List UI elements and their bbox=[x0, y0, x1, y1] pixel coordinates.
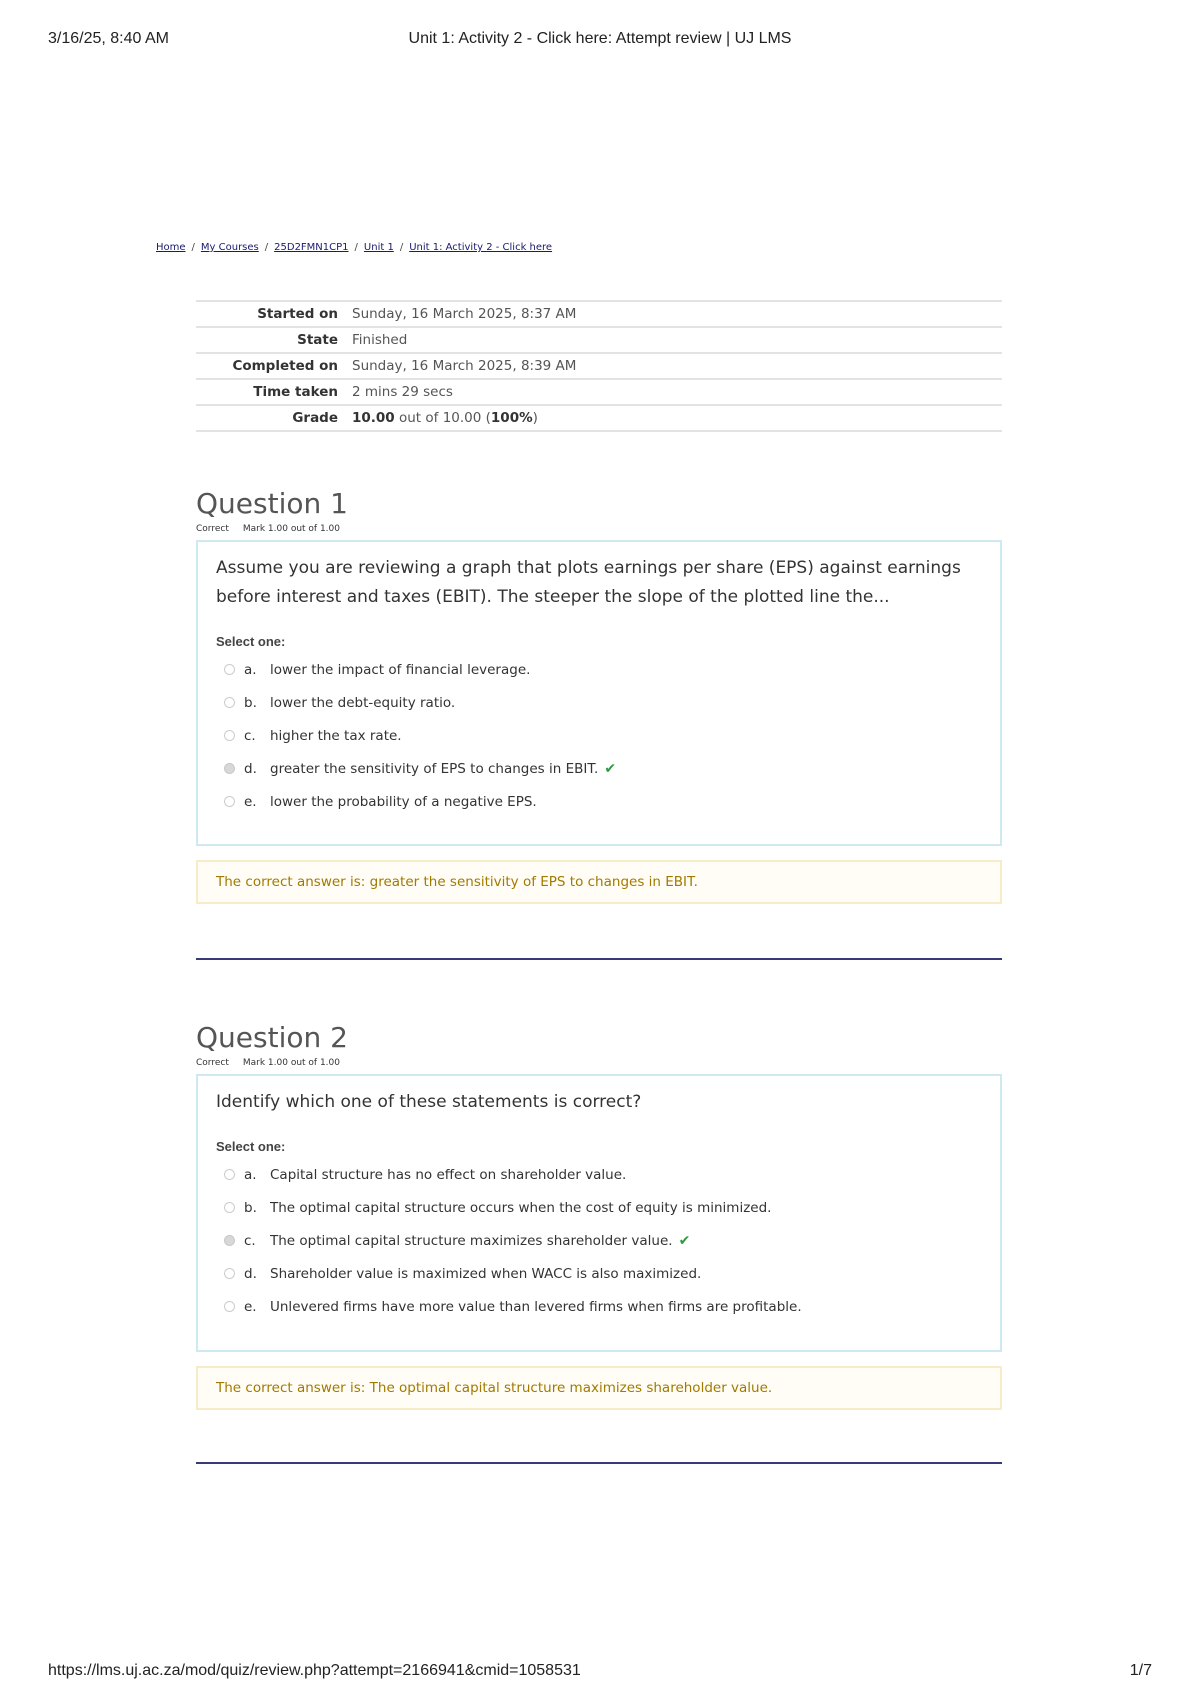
print-datetime: 3/16/25, 8:40 AM bbox=[48, 30, 169, 47]
option-text: lower the impact of financial leverage. bbox=[270, 661, 531, 678]
question-mark: Mark 1.00 out of 1.00 bbox=[242, 1058, 340, 1068]
answer-option-d[interactable] bbox=[216, 752, 982, 785]
grade-score: 10.00 bbox=[352, 410, 395, 426]
breadcrumb-activity[interactable]: Unit 1: Activity 2 - Click here bbox=[409, 242, 553, 253]
question-status: Correct bbox=[196, 1058, 229, 1068]
radio-icon[interactable] bbox=[224, 1235, 235, 1246]
grade-close: ) bbox=[532, 410, 538, 426]
radio-icon[interactable] bbox=[224, 1202, 235, 1213]
summary-row-state bbox=[196, 327, 1002, 353]
option-letter: d. bbox=[244, 760, 257, 777]
option-text: higher the tax rate. bbox=[270, 727, 402, 744]
answer-option-b[interactable] bbox=[216, 686, 982, 719]
question-divider bbox=[196, 958, 1002, 960]
radio-icon[interactable] bbox=[224, 697, 235, 708]
radio-icon[interactable] bbox=[224, 1268, 235, 1279]
state-value: Finished bbox=[352, 332, 408, 348]
answer-option-e[interactable] bbox=[216, 785, 982, 818]
print-page-title: Unit 1: Activity 2 - Click here: Attempt review | UJ LMS bbox=[408, 30, 792, 47]
answer-option-d[interactable] bbox=[216, 1257, 982, 1290]
grade-out-of: out of 10.00 ( bbox=[394, 410, 491, 426]
completed-value: Sunday, 16 March 2025, 8:39 AM bbox=[352, 358, 577, 374]
correct-answer-feedback: The correct answer is: greater the sensitivity of EPS to changes in EBIT. bbox=[196, 860, 1002, 904]
correct-answer-feedback: The correct answer is: The optimal capital structure maximizes shareholder value. bbox=[196, 1366, 1002, 1410]
breadcrumb-home[interactable]: Home bbox=[156, 242, 186, 253]
print-url: https://lms.uj.ac.za/mod/quiz/review.php?attempt=2166941&cmid=1058531 bbox=[48, 1662, 581, 1679]
state-label: State bbox=[297, 332, 338, 348]
radio-icon[interactable] bbox=[224, 664, 235, 675]
question-status: Correct bbox=[196, 524, 229, 534]
option-text: greater the sensitivity of EPS to changes in EBIT. bbox=[270, 760, 599, 777]
question-2 bbox=[196, 1022, 1002, 1410]
select-one-label: Select one: bbox=[216, 634, 286, 649]
summary-row-started bbox=[196, 301, 1002, 327]
breadcrumb-unit[interactable]: Unit 1 bbox=[363, 242, 394, 253]
question-mark: Mark 1.00 out of 1.00 bbox=[242, 524, 340, 534]
option-letter: c. bbox=[244, 727, 256, 744]
summary-row-time bbox=[196, 379, 1002, 405]
select-one-label: Select one: bbox=[216, 1139, 286, 1154]
question-title: Question 2 bbox=[196, 1021, 348, 1054]
option-text: lower the debt-equity ratio. bbox=[270, 694, 456, 711]
question-text: Identify which one of these statements is correct? bbox=[216, 1092, 642, 1112]
option-letter: c. bbox=[244, 1232, 256, 1249]
started-label: Started on bbox=[257, 306, 338, 322]
answer-option-a[interactable] bbox=[216, 653, 982, 686]
grade-value bbox=[352, 405, 1002, 431]
print-page-number: 1/7 bbox=[1129, 1662, 1152, 1679]
radio-icon[interactable] bbox=[224, 1301, 235, 1312]
option-text: The optimal capital structure maximizes shareholder value. bbox=[270, 1232, 673, 1249]
option-letter: a. bbox=[244, 661, 257, 678]
option-text: lower the probability of a negative EPS. bbox=[270, 793, 537, 810]
grade-percent: 100% bbox=[490, 410, 533, 426]
option-letter: d. bbox=[244, 1265, 257, 1282]
option-letter: b. bbox=[244, 694, 257, 711]
breadcrumb-course[interactable]: 25D2FMN1CP1 bbox=[274, 242, 349, 253]
option-letter: b. bbox=[244, 1199, 257, 1216]
option-text: Shareholder value is maximized when WACC is also maximized. bbox=[270, 1265, 702, 1282]
summary-row-grade bbox=[196, 405, 1002, 431]
completed-label: Completed on bbox=[232, 358, 338, 374]
question-text: Assume you are reviewing a graph that plots earnings per share (EPS) against earnings before interest and taxes (EBIT). The steeper the slope of the plotted line the... bbox=[216, 558, 961, 607]
answer-option-a[interactable] bbox=[216, 1158, 982, 1191]
radio-icon[interactable] bbox=[224, 730, 235, 741]
question-1 bbox=[196, 488, 1002, 904]
option-letter: e. bbox=[244, 793, 257, 810]
question-divider bbox=[196, 1462, 1002, 1464]
check-icon: ✔ bbox=[604, 760, 617, 777]
question-info bbox=[196, 524, 1002, 534]
answer-option-e[interactable] bbox=[216, 1290, 982, 1323]
attempt-summary-table bbox=[196, 300, 1002, 432]
radio-icon[interactable] bbox=[224, 1169, 235, 1180]
option-text: Capital structure has no effect on shareholder value. bbox=[270, 1166, 627, 1183]
time-label: Time taken bbox=[253, 384, 338, 400]
breadcrumb: Home / My Courses / 25D2FMN1CP1 / Unit 1 / Unit 1: Activity 2 - Click here bbox=[156, 242, 553, 253]
option-text: Unlevered firms have more value than levered firms when firms are profitable. bbox=[270, 1298, 802, 1315]
check-icon: ✔ bbox=[678, 1232, 691, 1249]
radio-icon[interactable] bbox=[224, 796, 235, 807]
question-title: Question 1 bbox=[196, 487, 348, 520]
option-letter: e. bbox=[244, 1298, 257, 1315]
option-text: The optimal capital structure occurs when the cost of equity is minimized. bbox=[270, 1199, 772, 1216]
radio-icon[interactable] bbox=[224, 763, 235, 774]
breadcrumb-my-courses[interactable]: My Courses bbox=[200, 242, 259, 253]
question-content-box bbox=[196, 540, 1002, 846]
started-value: Sunday, 16 March 2025, 8:37 AM bbox=[352, 306, 577, 322]
option-letter: a. bbox=[244, 1166, 257, 1183]
answer-option-c[interactable] bbox=[216, 719, 982, 752]
time-value: 2 mins 29 secs bbox=[352, 384, 453, 400]
grade-label: Grade bbox=[292, 410, 338, 426]
summary-row-completed bbox=[196, 353, 1002, 379]
answer-option-b[interactable] bbox=[216, 1191, 982, 1224]
question-info bbox=[196, 1058, 1002, 1068]
question-content-box bbox=[196, 1074, 1002, 1352]
answer-option-c[interactable] bbox=[216, 1224, 982, 1257]
